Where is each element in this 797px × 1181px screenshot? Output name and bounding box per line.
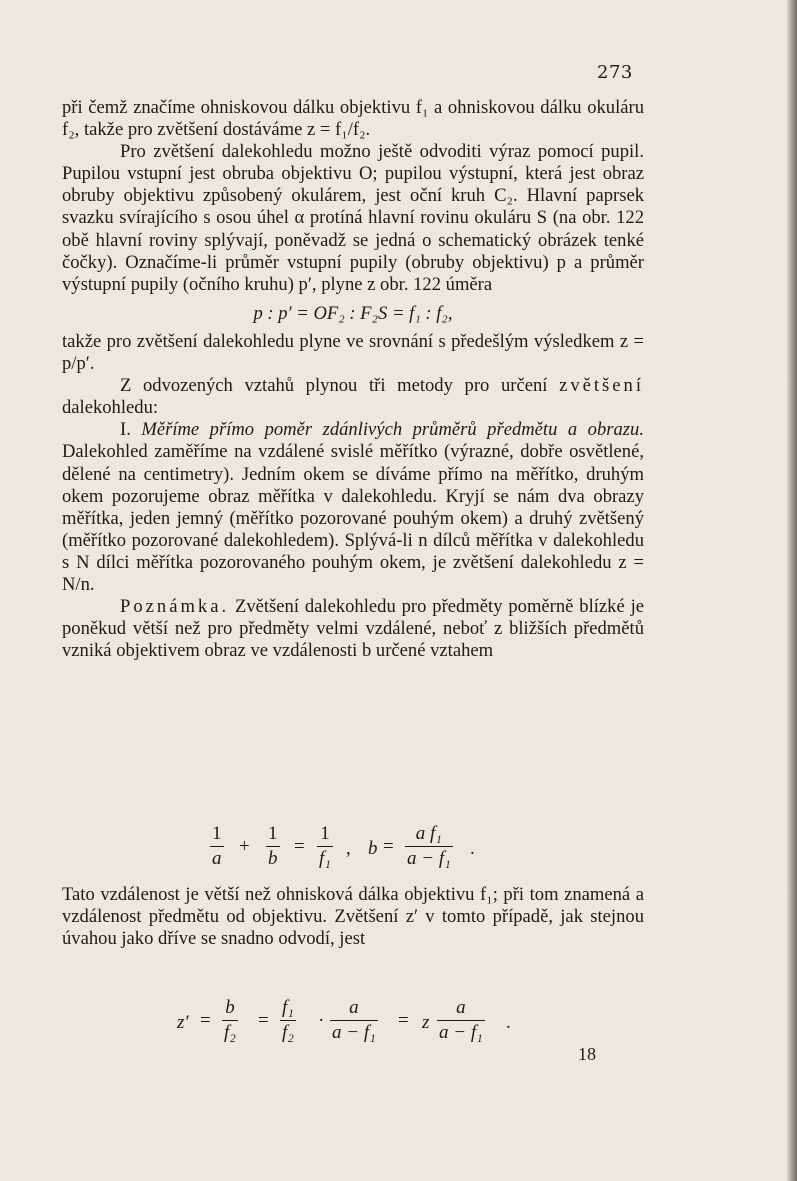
eq3-lhs: z′ [177,1012,189,1033]
signature-mark: 18 [578,1044,596,1064]
eq3-frac-2 [280,996,296,1045]
eq2-frac-1f [317,822,333,871]
paragraph-4-text-c: dalekohledu: [62,397,159,419]
eq3-den-3: a − f₁ [332,1022,376,1043]
eq3-num-1: b [222,996,238,1021]
paragraph-6 [62,596,644,662]
eq2-den-2: b [268,848,278,869]
paragraph-5 [62,419,644,596]
eq2-comma: , [346,838,351,859]
eq3-equals-3: = [398,1010,409,1031]
eq3-num-2: f₁ [280,996,296,1021]
paragraph-3: takže pro zvětšení dalekohledu plyne ve srovnání s předešlým výsledkem z = p/p′. [62,330,644,375]
eq2-b: b [368,838,378,859]
eq2-num-2: 1 [266,822,280,847]
eq3-equals-1: = [200,1010,211,1031]
note-label: Poznámka. [120,596,230,618]
equation-2 [0,818,797,884]
eq3-frac-1 [222,996,238,1045]
eq3-num-3: a [330,996,378,1021]
eq2-den-4: a − f₁ [407,848,451,869]
paragraph-2: Pro zvětšení dalekohledu možno ještě odvoditi výraz pomocí pupil. Pupilou vstupní jest obruba objektivu O; pupilou výstupní, která jest obraz obruby objektivu způsobený okulárem, jest oční kruh C₂. Hlavní paprsek svazku svírajícího s osou úhel α protíná hlavní rovinu okuláru S (na obr. 122 obě hlavní roviny splývají, poněvadž se jedná o schematický obrázek tenké čočky). Označíme-li průměr vstupní pupily (obruby objektivu) p a průměr výstupní pupily (očního kruhu) p′, plyne z obr. 122 úměra [62,141,644,295]
eq2-plus: + [239,836,250,857]
method-text: Dalekohled zaměříme na vzdálené svislé měřítko (výrazné, dobře osvětlené, dělené na centimetry). Jedním okem se díváme přímo na měřítko, druhým okem pozorujeme obraz měřítka v dalekohledu. Kryjí se nám dva obrazy měřítka, jeden jemný (měřítko pozorované pouhým okem) a druhý zvětšený (měřítko pozorované dalekohledem). Splývá-li n dílců měřítka v dalekohledu s N dílci měřítka pozorovaného pouhým okem, je zvětšení dalekohledu z = N/n. [62,441,644,595]
eq2-equals: = [294,836,305,857]
paragraph-4-text-a: Z odvozených vztahů plynou tři metody pro určení [120,375,560,397]
paragraph-4-spaced-word: zvětšení [559,375,644,397]
eq2-den-3: f₁ [319,848,331,869]
body-text [62,97,644,662]
equation-3 [0,992,797,1058]
eq2-frac-b [405,822,453,871]
method-title: Měříme přímo poměr zdánlivých průměrů předmětu a obrazu. [141,419,644,441]
eq3-z: z [422,1012,430,1033]
page-number: 273 [597,62,633,83]
method-number: I. [120,419,142,441]
eq3-frac-3 [330,996,378,1045]
eq3-equals-2: = [258,1010,269,1031]
eq3-num-4: a [437,996,485,1021]
equation-1: p : p′ = OF₂ : F₂S = f₁ : f₂, [253,302,453,324]
eq2-den-1: a [212,848,222,869]
eq3-den-2: f₂ [282,1022,294,1043]
eq3-dot: . [506,1012,511,1033]
paragraph-4 [62,375,644,419]
eq2-frac-1b [266,822,280,871]
paragraph-7: Tato vzdálenost je větší než ohnisková dálka objektivu f₁; při tom znamená a vzdálenost předmětu od objektivu. Zvětšení z′ v tomto případě, jak stejnou úvahou jako dříve se snadno odvodí, jest [62,884,644,950]
paragraph-1: při čemž značíme ohniskovou dálku objektivu f₁ a ohniskovou dálku okuláru f₂, takže pro zvětšení dostáváme z = f₁/f₂. [62,97,644,141]
body-text-2 [62,884,644,950]
note-text: Zvětšení dalekohledu pro předměty poměrně blízké je poněkud větší než pro předměty velmi vzdálené, neboť z bližších předmětů vzniká objektivem obraz ve vzdálenosti b určené vztahem [62,596,644,662]
eq2-equals-b: = [383,836,394,857]
eq3-frac-4 [437,996,485,1045]
eq2-num-4: a f₁ [405,822,453,847]
eq2-num-1: 1 [210,822,224,847]
eq2-dot: . [470,838,475,859]
eq3-multiply: · [318,1010,325,1031]
eq3-den-1: f₂ [224,1022,236,1043]
eq3-den-4: a − f₁ [439,1022,483,1043]
eq2-num-3: 1 [317,822,333,847]
eq2-frac-1a [210,822,224,871]
